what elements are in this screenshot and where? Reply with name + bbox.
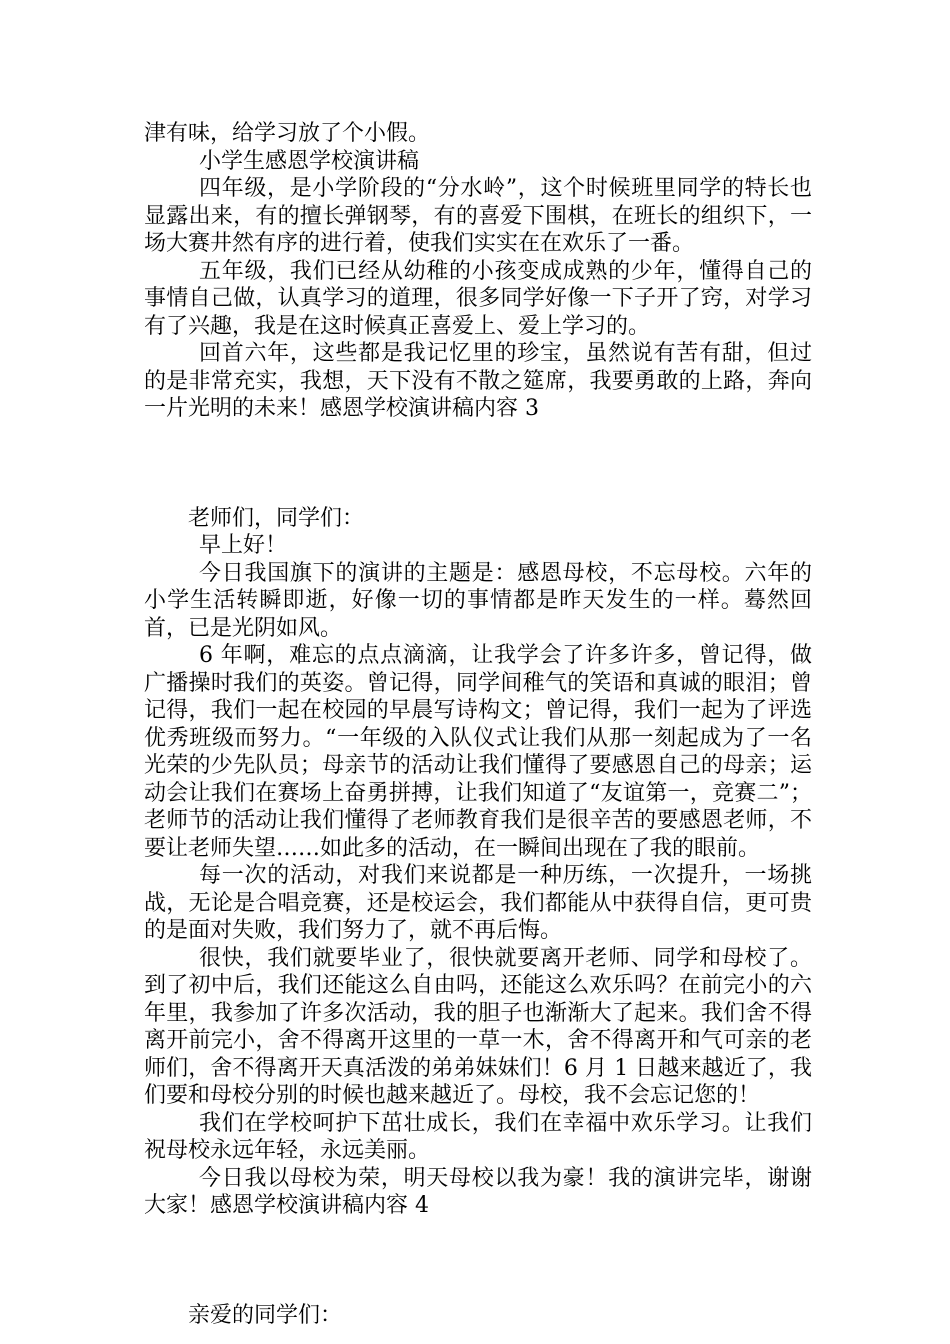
- salutation-dear-students: 亲爱的同学们：: [188, 1302, 343, 1328]
- salutation-teachers-students: 老师们，同学们：: [188, 505, 365, 531]
- paragraph-blessing: 我们在学校呵护下茁壮成长，我们在幸福中欢乐学习。让我们祝母校永远年轻，永远美丽。: [144, 1110, 812, 1163]
- paragraph-grade-five: 五年级，我们已经从幼稚的小孩变成成熟的少年，懂得自己的事情自己做，认真学习的道理，很多同学好像一下子开了窍，对学习有了兴趣，我是在这时候真正喜爱上、爱上学习的。: [144, 258, 812, 339]
- paragraph-theme: 今日我国旗下的演讲的主题是：感恩母校，不忘母校。六年的小学生活转瞬即逝，好像一切的事情都是昨天发生的一样。蓦然回首，已是光阴如风。: [144, 560, 812, 641]
- section-title: 小学生感恩学校演讲稿: [199, 148, 420, 174]
- paragraph-activities: 每一次的活动，对我们来说都是一种历练，一次提升，一场挑战，无论是合唱竞赛，还是校运会，我们都能从中获得自信，更可贵的是面对失败，我们努力了，就不再后悔。: [144, 863, 812, 943]
- greeting-good-morning: 早上好！: [199, 533, 288, 558]
- section-spacer: [144, 423, 812, 505]
- paragraph-grade-four: 四年级，是小学阶段的“分水岭”，这个时候班里同学的特长也显露出来，有的擅长弹钢琴，有的喜爱下围棋，在班长的组织下，一场大赛井然有序的进行着，使我们实实在在欢乐了一番。: [144, 176, 812, 256]
- document-body: [144, 120, 812, 1329]
- paragraph-look-back: 回首六年，这些都是我记忆里的珍宝，虽然说有苦有甜，但过的是非常充实，我想，天下没有不散之筵席，我要勇敢的上路，奔向一片光明的未来！感恩学校演讲稿内容 3: [144, 341, 812, 421]
- paragraph-graduation: 很快，我们就要毕业了，很快就要离开老师、同学和母校了。到了初中后，我们还能这么自由吗，还能这么欢乐吗？在前完小的六年里，我参加了许多次活动，我的胆子也渐渐大了起来。我们舍不得离开前完小，舍不得离开这里的一草一木，舍不得离开和气可亲的老师们，舍不得离开天真活泼的弟弟妹妹们！6 月 1 日越来越近了，我们要和母校分别的时候也越来越近了。母校，我不会忘记您的！: [144, 945, 812, 1108]
- paragraph-closing: 今日我以母校为荣，明天母校以我为豪！我的演讲完毕，谢谢大家！感恩学校演讲稿内容 4: [144, 1165, 812, 1218]
- paragraph-six-years: 6 年啊，难忘的点点滴滴，让我学会了许多许多，曾记得，做广播操时我们的英姿。曾记得，同学间稚气的笑语和真诚的眼泪；曾记得，我们一起在校园的早晨写诗构文；曾记得，我们一起为了评选优秀班级而努力。“一年级的入队仪式让我们从那一刻起成为了一名光荣的少先队员；母亲节的活动让我们懂得了要感恩自己的母亲；运动会让我们在赛场上奋勇拼搏，让我们知道了“友谊第一，竞赛二”；老师节的活动让我们懂得了老师教育我们是很辛苦的要感恩老师，不要让老师失望……如此多的活动，在一瞬间出现在了我的眼前。: [144, 643, 812, 861]
- section-spacer: [144, 1220, 812, 1302]
- paragraph-continuation: 津有味，给学习放了个小假。: [144, 121, 431, 146]
